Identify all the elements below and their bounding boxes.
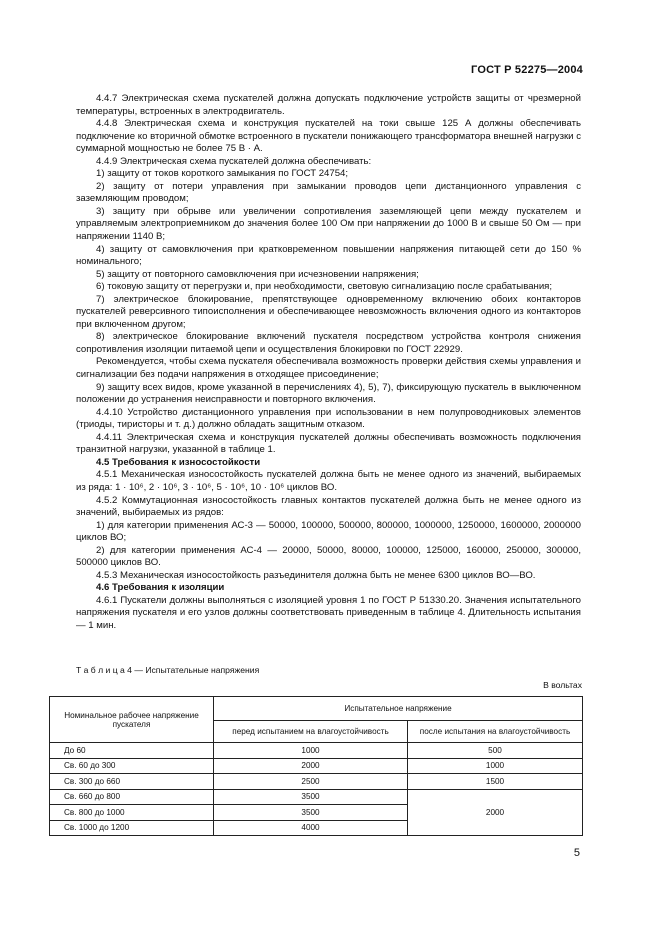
paragraph: Рекомендуется, чтобы схема пускателя обеспечивала возможность проверки действия схемы управления и сигнализации без подачи напряжения в отходящее присоединение;	[76, 356, 581, 381]
paragraph: 5) защиту от повторного самовключения при исчезновении напряжения;	[96, 268, 419, 280]
cell-rating: Св. 800 до 1000	[50, 805, 214, 821]
table-row	[50, 758, 583, 774]
cell-rating: Св. 300 до 660	[50, 774, 214, 790]
table-row	[50, 774, 583, 790]
test-voltage-table	[49, 696, 583, 836]
cell-rating: Св. 60 до 300	[50, 758, 214, 774]
cell-rating: Св. 1000 до 1200	[50, 820, 214, 836]
cell-before: 4000	[214, 820, 408, 836]
cell-after: 1500	[408, 774, 583, 790]
paragraph: 3) защиту при обрыве или увеличении сопротивления заземляющей цепи между пускателем и управляемым электроприемником до значения более 100 Ом при напряжении до 1000 В и свыше 50 Ом — при напряжении 1140 В;	[76, 205, 581, 243]
paragraph: 8) электрическое блокирование включений пускателя посредством устройства контроля снижения сопротивления изоляции питаемой цепи и осуществления блокировки по ГОСТ 22929.	[76, 331, 581, 355]
section-heading: 4.6 Требования к изоляции	[96, 582, 225, 594]
page-number: 5	[573, 847, 580, 859]
cell-before: 3500	[214, 805, 408, 821]
paragraph: 4.6.1 Пускатели должны выполняться с изоляцией уровня 1 по ГОСТ Р 51330.20. Значения испытательного напряжения пускателя и его узлов должны соответствовать приведенным в таблице 4. Длительность испытания — 1 мин.	[76, 594, 581, 631]
col-group-header-test-voltage: Испытательное напряжение	[214, 697, 583, 721]
cell-before: 1000	[214, 743, 408, 759]
paragraph: 7) электрическое блокирование, препятствующее одновременному включению обоих контакторов пускателей реверсивного типоисполнения и обеспечивающее невозможность включения одного из контакторов при включенном другом;	[76, 293, 581, 330]
cell-before: 3500	[214, 789, 408, 805]
cell-rating: До 60	[50, 743, 214, 759]
paragraph: 2) защиту от потери управления при замыкании проводов цепи дистанционного управления с заземляющим проводом;	[76, 180, 581, 205]
paragraph: 4.5.3 Механическая износостойкость разъединителя должна быть не менее 6300 циклов ВО—ВО.	[96, 569, 536, 581]
table-caption: Т а б л и ц а 4 — Испытательные напряжения	[76, 665, 260, 675]
cell-after-merged: 2000	[408, 789, 583, 836]
paragraph: 4.4.11 Электрическая схема и конструкция пускателей должны обеспечивать возможность подключения транзитной нагрузки, указанной в таблице 1.	[76, 431, 581, 456]
paragraph: 2) для категории применения АС-4 — 20000, 50000, 80000, 100000, 125000, 160000, 250000, 300000, 500000 циклов ВО.	[76, 544, 581, 569]
cell-before: 2000	[214, 758, 408, 774]
document-number: ГОСТ Р 52275—2004	[471, 64, 583, 76]
paragraph: 6) токовую защиту от перегрузки и, при необходимости, световую сигнализацию после срабатывания;	[96, 281, 553, 293]
paragraph: 4.5.2 Коммутационная износостойкость главных контактов пускателей должна быть не менее одного из значений, выбираемых из рядов:	[76, 494, 581, 519]
table-row	[50, 743, 583, 759]
cell-rating: Св. 660 до 800	[50, 789, 214, 805]
paragraph: 4.4.8 Электрическая схема и конструкция пускателей на токи свыше 125 А должны обеспечивать подключение ко вторичной обмотке встроенного в пускатели понижающего трансформатора внешней нагрузки с суммарной мощностью не более 75 В · А.	[76, 118, 581, 155]
paragraph: 4.4.10 Устройство дистанционного управления при использовании в нем полупроводниковых элементов (триоды, тиристоры и т. д.) должно обладать защитным отказом.	[76, 406, 581, 431]
paragraph: 4.4.9 Электрическая схема пускателей должна обеспечивать:	[96, 155, 372, 167]
col-header-after-humidity: после испытания на влагоустойчивость	[408, 721, 583, 743]
body-text	[76, 93, 581, 633]
paragraph: 4) защиту от самовключения при кратковременном повышении напряжения питающей сети до 150 % номинального;	[76, 243, 581, 268]
cell-after: 500	[408, 743, 583, 759]
table-row	[50, 789, 583, 805]
paragraph: 4.5.1 Механическая износостойкость пускателей должна быть не менее одного из значений, выбираемых из ряда: 1 · 10⁶, 2 · 10⁶, 3 · 10⁶, 5 · 10⁶, 10 · 10⁶ циклов ВО.	[76, 469, 581, 493]
cell-before: 2500	[214, 774, 408, 790]
col-header-before-humidity: перед испытанием на влагоустойчивость	[214, 721, 408, 743]
col-header-rating: Номинальное рабочее напряжение пускателя	[50, 697, 214, 743]
paragraph: 1) для категории применения АС-3 — 50000, 100000, 500000, 800000, 1000000, 1250000, 1600000, 2000000 циклов ВО;	[76, 519, 581, 544]
cell-after: 1000	[408, 758, 583, 774]
paragraph: 9) защиту всех видов, кроме указанной в перечислениях 4), 5), 7), фиксирующую пускатель в выключенном положении до устранения неисправности и повторного включения.	[76, 381, 581, 406]
section-heading: 4.5 Требования к износостойкости	[96, 456, 261, 468]
paragraph: 1) защиту от токов короткого замыкания по ГОСТ 24754;	[96, 168, 349, 180]
paragraph: 4.4.7 Электрическая схема пускателей должна допускать подключение устройств защиты от чрезмерной температуры, встроенных в электродвигатель.	[76, 93, 581, 117]
table-units: В вольтах	[543, 680, 582, 690]
